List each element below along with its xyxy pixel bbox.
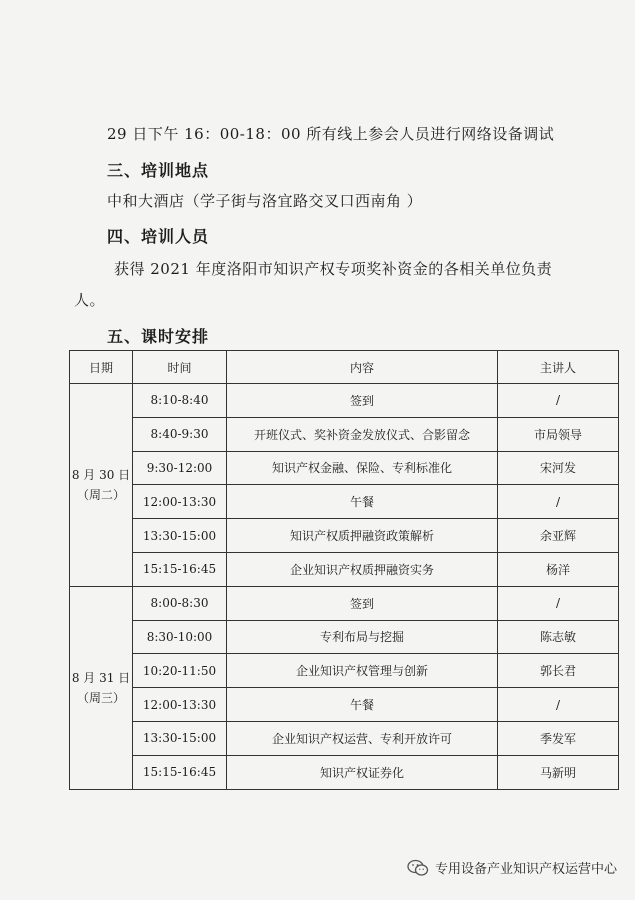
wechat-icon [407,859,429,877]
table-row [70,552,619,586]
schedule-heading: 五、课时安排 [107,327,210,346]
speaker-cell: / [498,688,619,722]
table-row [70,384,619,418]
time-cell: 12:00-13:30 [133,688,227,722]
table-header-row [70,351,619,384]
speaker-cell: 市局领导 [498,417,619,451]
time-cell: 8:30-10:00 [133,620,227,654]
location-heading: 三、培训地点 [107,161,210,180]
footer-watermark [407,858,617,877]
content-cell: 专利布局与挖掘 [227,620,498,654]
content-cell: 知识产权证券化 [227,755,498,789]
content-cell: 企业知识产权管理与创新 [227,654,498,688]
date-label: 8 月 30 日 [71,467,131,482]
weekday-label: （周三） [76,690,125,705]
time-cell: 12:00-13:30 [133,485,227,519]
time-cell: 13:30-15:00 [133,519,227,553]
speaker-cell: / [498,586,619,620]
intro-line: 29 日下午 16：00-18：00 所有线上参会人员进行网络设备调试 [107,125,555,143]
speaker-cell: 郭长君 [498,654,619,688]
header-speaker: 主讲人 [498,351,619,384]
table-row [70,688,619,722]
date-cell [70,384,133,587]
time-cell: 13:30-15:00 [133,721,227,755]
time-cell: 8:00-8:30 [133,586,227,620]
speaker-cell: 余亚辉 [498,519,619,553]
time-cell: 8:10-8:40 [133,384,227,418]
table-row [70,654,619,688]
time-cell: 10:20-11:50 [133,654,227,688]
time-cell: 9:30-12:00 [133,451,227,485]
header-time: 时间 [133,351,227,384]
content-cell: 午餐 [227,688,498,722]
people-text-line-2: 人。 [74,291,106,309]
content-cell: 签到 [227,586,498,620]
speaker-cell: / [498,384,619,418]
schedule-table [69,350,619,790]
table-row [70,620,619,654]
speaker-cell: 陈志敏 [498,620,619,654]
people-heading: 四、培训人员 [107,227,210,246]
time-cell: 15:15-16:45 [133,552,227,586]
content-cell: 午餐 [227,485,498,519]
header-content: 内容 [227,351,498,384]
content-cell: 知识产权金融、保险、专利标准化 [227,451,498,485]
account-name: 专用设备产业知识产权运营中心 [434,862,617,877]
time-cell: 8:40-9:30 [133,417,227,451]
table-row [70,417,619,451]
header-date: 日期 [70,351,133,384]
table-row [70,485,619,519]
table-row [70,586,619,620]
people-text-line-1: 获得 2021 年度洛阳市知识产权专项奖补资金的各相关单位负责 [114,260,553,278]
weekday-label: （周二） [76,487,125,502]
table-row [70,519,619,553]
content-cell: 企业知识产权质押融资实务 [227,552,498,586]
speaker-cell: / [498,485,619,519]
speaker-cell: 季发军 [498,721,619,755]
table-row [70,755,619,789]
speaker-cell: 杨洋 [498,552,619,586]
content-cell: 企业知识产权运营、专利开放许可 [227,721,498,755]
table-row [70,451,619,485]
date-label: 8 月 31 日 [71,670,131,685]
content-cell: 开班仪式、奖补资金发放仪式、合影留念 [227,417,498,451]
location-text: 中和大酒店（学子街与洛宜路交叉口西南角 ） [107,192,423,210]
content-cell: 签到 [227,384,498,418]
content-cell: 知识产权质押融资政策解析 [227,519,498,553]
date-cell [70,586,133,789]
time-cell: 15:15-16:45 [133,755,227,789]
table-row [70,721,619,755]
speaker-cell: 宋河发 [498,451,619,485]
speaker-cell: 马新明 [498,755,619,789]
